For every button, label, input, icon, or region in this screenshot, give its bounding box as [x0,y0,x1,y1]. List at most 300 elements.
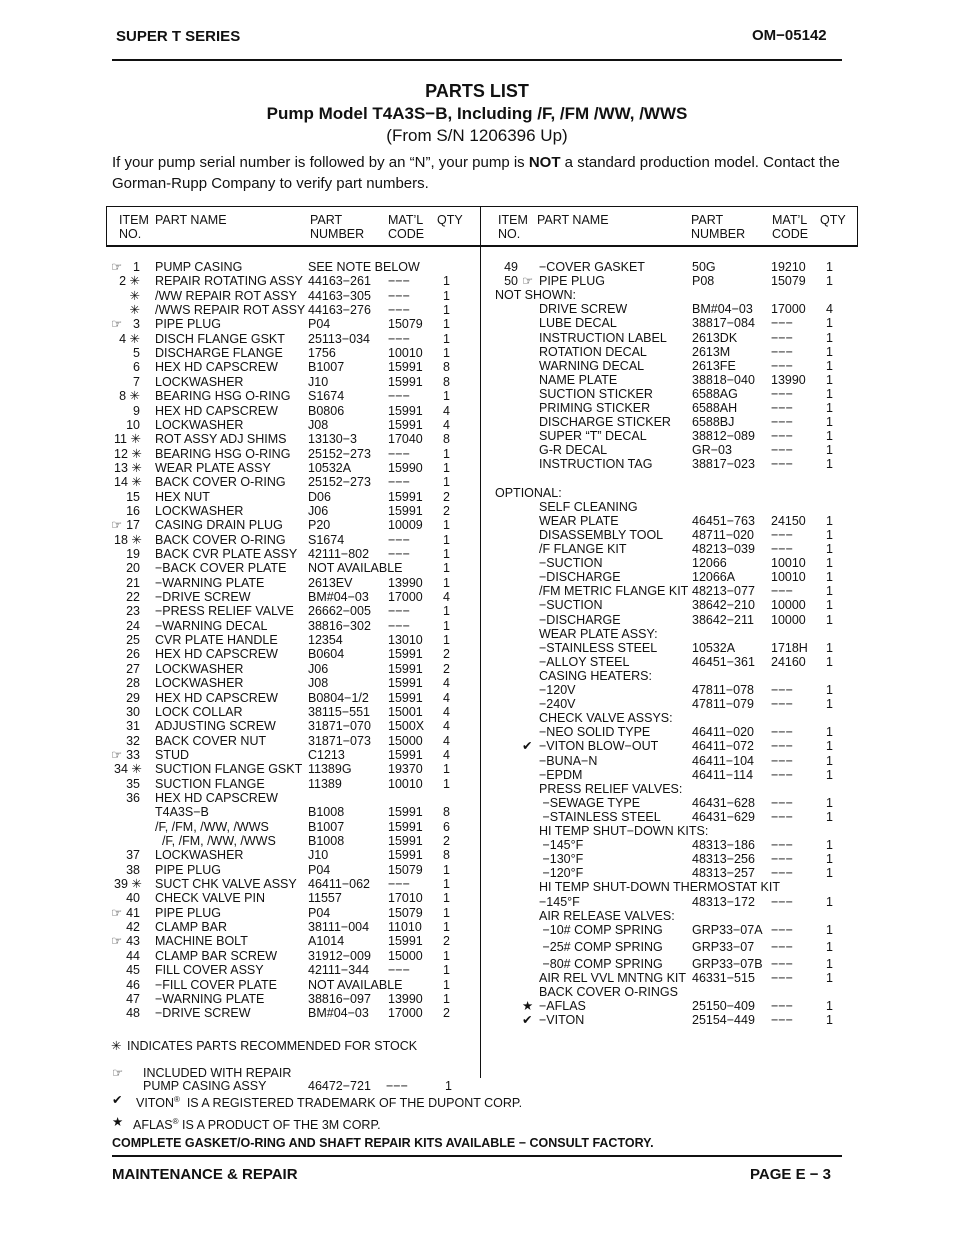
part-number: BM#04−03 [692,302,753,317]
part-number: 38115−551 [308,704,370,719]
aflas-registered: ® [172,1117,179,1126]
part-number: B1008 [308,834,345,848]
quantity: 1 [443,331,450,346]
part-name: BACK COVER O-RINGS [539,985,678,1000]
quantity: 1 [443,575,450,590]
viton-note [136,1093,522,1110]
aflas-mark-icon: ★ [112,1115,124,1129]
part-number: 38812−089 [692,429,755,444]
material-code: 10010 [388,346,423,361]
part-number: B0804−1/2 [308,690,369,705]
part-number: 6588AG [692,386,738,401]
quantity: 1 [443,977,450,992]
part-name: CLAMP BAR [155,920,228,935]
part-number: SEE NOTE BELOW [308,260,420,274]
quantity: 4 [443,676,450,691]
material-code: −−− [771,739,793,754]
part-name: WEAR PLATE [539,513,619,528]
material-code: 15991 [388,403,423,418]
part-number: 46431−628 [692,795,755,810]
part-name: −120°F [539,866,584,881]
part-name: LOCKWASHER [155,676,244,691]
quantity: 8 [443,374,450,389]
material-code: 15991 [388,647,423,662]
viton-mark-icon: ✔ [112,1093,123,1107]
quantity: 2 [443,834,450,848]
quantity: 1 [826,683,833,697]
material-code: −−− [771,753,793,768]
part-name: /WWS REPAIR ROT ASSY [155,303,306,318]
item-number: ✳ [129,303,140,318]
part-number: 48213−077 [692,584,755,599]
material-code: 15991 [388,805,423,820]
part-name: STUD [155,747,190,762]
part-number: 38816−302 [308,618,371,633]
repair-note-qty: 1 [445,1079,452,1093]
part-name: OPTIONAL: [495,485,562,500]
part-name: BACK COVER O-RING [155,475,286,490]
quantity: 1 [826,344,833,359]
item-number: 7 [133,374,140,389]
material-code: −−− [771,542,793,556]
quantity: 1 [443,317,450,332]
material-code: 10010 [388,776,423,791]
quantity: 4 [443,747,450,762]
item-number: 30 [126,704,140,719]
item-number: 4 ✳ [119,331,140,346]
material-code: −−− [771,838,793,853]
quantity: 1 [443,905,450,920]
part-name: CASING DRAIN PLUG [155,518,283,533]
part-number: 46411−062 [308,877,370,892]
material-code: 15991 [388,374,423,389]
part-number: 44163−305 [308,288,371,303]
quantity: 1 [826,260,833,274]
part-name: PIPE PLUG [539,274,605,289]
quantity: 1 [443,920,450,935]
item-number: 37 [126,848,140,863]
material-code: 10000 [771,612,806,627]
quantity: 1 [826,753,833,768]
part-number: J08 [308,676,329,691]
part-name: /F FLANGE KIT [539,542,627,556]
part-name: SELF CLEANING [539,499,638,514]
viton-note-text: IS A REGISTERED TRADEMARK OF THE DUPONT CORP. [179,1096,523,1111]
part-name: PIPE PLUG [155,905,221,920]
part-name: HEX HD CAPSCREW [155,690,278,705]
part-name: CHECK VALVE ASSYS: [539,711,673,726]
item-number: 22 [126,590,140,605]
material-code: 17000 [388,590,423,605]
material-code: 15000 [388,948,423,963]
part-name: DISASSEMBLY TOOL [539,527,664,542]
quantity: 1 [826,852,833,867]
material-code: −−− [771,683,793,697]
material-code: 17000 [388,1006,423,1021]
part-number: 48313−257 [692,866,755,881]
quantity: 1 [443,518,450,533]
quantity: 1 [826,956,833,971]
part-name: DISCH FLANGE GSKT [155,331,285,346]
part-number: A1014 [308,934,345,949]
item-marker-icon: ☞ [111,260,123,274]
quantity: 1 [443,475,450,490]
part-name: BEARING HSG O-RING [155,389,291,404]
part-number: 47811−078 [692,683,754,697]
part-name: HEX HD CAPSCREW [155,360,278,375]
part-number: S1674 [308,389,345,404]
part-name: −STAINLESS STEEL [539,809,661,824]
quantity: 1 [826,415,833,430]
material-code: −−− [771,358,793,373]
material-code: 13990 [771,372,806,387]
item-number: 46 [126,977,140,992]
part-name: −WARNING PLATE [155,991,265,1006]
material-code: −−− [388,303,410,318]
item-marker-icon: ☞ [111,747,123,762]
quantity: 1 [443,303,450,318]
material-code: −−− [771,999,793,1014]
quantity: 1 [826,795,833,810]
document-number: OM−05142 [752,27,827,44]
part-name: −WARNING PLATE [155,575,265,590]
aflas-name: AFLAS [133,1118,173,1133]
part-number: 13130−3 [308,432,358,447]
part-number: B0806 [308,403,345,418]
item-number: 38 [126,862,140,877]
quantity: 1 [826,358,833,373]
material-code: 15079 [771,274,806,289]
quantity: 1 [443,991,450,1006]
quantity: 1 [826,697,833,712]
item-number: 12 ✳ [114,446,142,461]
item-number: 49 [504,260,518,274]
item-marker-icon: ✔ [522,1013,533,1028]
part-name: −120V [539,683,576,697]
quantity: 1 [443,633,450,648]
part-number: GRP33−07A [692,922,763,937]
part-number: GRP33−07 [692,939,755,954]
material-code: −−− [771,316,793,331]
repair-mark-icon: ☞ [112,1066,124,1080]
quantity: 2 [443,647,450,662]
quantity: 1 [826,401,833,415]
material-code: −−− [771,894,793,909]
part-number: 38817−084 [692,316,755,331]
part-number: 46431−629 [692,809,755,824]
part-name: SUPER “T” DECAL [539,429,647,444]
part-number: 48313−186 [692,838,755,853]
item-marker-icon: ★ [522,999,534,1014]
part-number: 2613M [692,344,731,359]
part-number: 25152−273 [308,446,371,461]
part-name: −130°F [539,852,584,867]
part-name: LOCK COLLAR [155,704,243,719]
part-name: CASING HEATERS: [539,668,652,683]
part-name: FILL COVER ASSY [155,963,264,978]
part-name: −SUCTION [539,598,603,613]
item-number: 10 [126,417,140,432]
item-number: 47 [126,991,140,1006]
quantity: 1 [826,838,833,853]
part-number: 31871−070 [308,719,371,734]
item-number: 26 [126,647,140,662]
part-number: 38816−097 [308,991,371,1006]
quantity: 1 [443,604,450,619]
quantity: 4 [443,417,450,432]
part-name: HI TEMP SHUT−DOWN KITS: [539,824,709,838]
material-code: 15079 [388,905,423,920]
part-name: ADJUSTING SCREW [155,719,276,734]
part-number: BM#04−03 [308,590,369,605]
part-number: B1007 [308,360,345,375]
part-name: BACK COVER NUT [155,733,267,748]
item-number: 14 ✳ [114,475,142,490]
stock-mark-icon: ✳ [111,1039,122,1053]
item-number: 8 ✳ [119,389,140,404]
part-name: BACK COVER O-RING [155,532,286,547]
part-number: 25152−273 [308,475,371,490]
part-name: LOCKWASHER [155,374,244,389]
part-name: INSTRUCTION LABEL [539,330,667,345]
part-number: 2613FE [692,358,736,373]
material-code: −−− [388,274,410,289]
material-code: −−− [771,1013,793,1028]
part-name: −240V [539,697,576,712]
part-number: 46451−361 [692,654,755,669]
part-name: −SUCTION [539,556,603,571]
part-number: B1007 [308,819,345,834]
quantity: 1 [826,330,833,345]
material-code: −−− [771,795,793,810]
col-matl-left: MAT’L CODE [388,213,425,241]
material-code: 10010 [771,556,806,571]
material-code: 1718H [771,640,808,655]
section-name: MAINTENANCE & REPAIR [112,1166,298,1183]
material-code: −−− [388,604,410,619]
part-name: LOCKWASHER [155,848,244,863]
material-code: −−− [388,288,410,303]
part-number: 46411−104 [692,753,754,768]
column-divider [480,206,481,1078]
item-number: 44 [126,948,140,963]
material-code: −−− [771,457,793,472]
col-matl-right: MAT’L CODE [772,213,809,241]
item-number: 2 ✳ [119,274,140,289]
part-number: 12354 [308,633,343,648]
quantity: 1 [443,618,450,633]
material-code: 15991 [388,503,423,518]
quantity: 1 [826,739,833,754]
part-number: 2613EV [308,575,353,590]
material-code: 15991 [388,690,423,705]
quantity: 4 [443,690,450,705]
material-code: −−− [771,809,793,824]
quantity: 1 [443,288,450,303]
part-name: LOCKWASHER [155,661,244,676]
material-code: 17000 [771,302,806,317]
quantity: 1 [826,274,833,289]
quantity: 1 [826,654,833,669]
quantity: 1 [826,725,833,740]
part-number: 10532A [692,640,736,655]
item-marker-icon: ☞ [111,905,123,920]
part-name: LOCKWASHER [155,417,244,432]
material-code: −−− [388,331,410,346]
part-name: WARNING DECAL [539,358,645,373]
item-number: 21 [126,575,140,590]
quantity: 4 [443,733,450,748]
part-number: 50G [692,260,716,274]
part-name: −DISCHARGE [539,570,621,585]
item-number: 5 [133,346,140,361]
quantity: 1 [826,570,833,585]
item-number: 45 [126,963,140,978]
part-name: −DRIVE SCREW [155,1006,251,1021]
part-number: 42111−802 [308,547,370,561]
material-code: 15991 [388,819,423,834]
item-number: 42 [126,920,140,935]
repair-note-line2: PUMP CASING ASSY [143,1079,267,1093]
item-number: 24 [126,618,140,633]
item-number: 43 [126,934,140,949]
part-name: /FM METRIC FLANGE KIT [539,584,689,599]
material-code: −−− [771,866,793,881]
item-marker-icon: ☞ [111,518,123,533]
part-number: 31912−009 [308,948,371,963]
part-name: NAME PLATE [539,372,618,387]
quantity: 1 [443,948,450,963]
quantity: 1 [826,767,833,782]
item-number: 32 [126,733,140,748]
quantity: 1 [826,894,833,909]
intro-text-b: a standard production model. Contact the Gorman-Rupp Company to verify part numbers. [112,154,840,192]
col-partname-left: PART NAME [155,213,227,227]
part-name: INSTRUCTION TAG [539,457,653,472]
quantity: 1 [826,527,833,542]
part-name: /F, /FM, /WW, /WWS [155,834,276,848]
col-partnumber-left: PART NUMBER [310,213,365,241]
material-code: 15991 [388,934,423,949]
quantity: 1 [826,939,833,954]
quantity: 1 [443,776,450,791]
col-qty-left: QTY [437,213,463,227]
part-number: 46411−114 [692,767,754,782]
quantity: 1 [443,446,450,461]
part-name: LUBE DECAL [539,316,617,331]
quantity: 1 [826,999,833,1014]
quantity: 1 [826,457,833,472]
part-name: PRESS RELIEF VALVES: [539,781,683,796]
part-name: WEAR PLATE ASSY: [539,626,658,641]
part-name: −10# COMP SPRING [539,922,663,937]
part-name: −80# COMP SPRING [539,956,663,971]
intro-paragraph [112,152,847,194]
item-number: 15 [126,489,140,504]
quantity: 1 [826,556,833,571]
part-name: −EPDM [539,767,583,782]
item-number: 25 [126,633,140,648]
material-code: 15000 [388,733,423,748]
part-name: −AFLAS [539,999,586,1014]
item-number: 34 ✳ [114,762,142,777]
part-number: B0604 [308,647,345,662]
part-number: 44163−276 [308,303,371,318]
part-number: 31871−073 [308,733,371,748]
item-number: 9 [133,403,140,418]
header-rule [112,59,842,61]
material-code: 13990 [388,575,423,590]
material-code: −−− [771,386,793,401]
quantity: 4 [443,704,450,719]
material-code: −−− [771,971,793,985]
intro-text-a: If your pump serial number is followed by an “N”, your pump is [112,154,529,171]
material-code: 17040 [388,432,423,447]
part-number: J10 [308,848,329,863]
part-number: NOT AVAILABLE [308,977,403,992]
material-code: 15001 [388,704,423,719]
aflas-note-text: IS A PRODUCT OF THE 3M CORP. [178,1118,381,1133]
material-code: −−− [388,532,410,547]
part-number: 38642−211 [692,612,754,627]
material-code: 19210 [771,260,806,274]
item-number: 11 ✳ [114,432,141,447]
part-name: DRIVE SCREW [539,302,628,317]
material-code: 15991 [388,661,423,676]
col-item-left: ITEM NO. [119,213,149,241]
part-name: PRIMING STICKER [539,401,651,415]
part-number: GRP33−07B [692,956,763,971]
item-number: 18 ✳ [114,532,142,547]
item-number: 27 [126,661,140,676]
material-code: −−− [771,527,793,542]
material-code: 1500X [388,719,425,734]
part-name: −VITON [539,1013,585,1028]
part-number: C1213 [308,747,345,762]
quantity: 8 [443,848,450,863]
material-code: −−− [388,618,410,633]
material-code: −−− [388,547,410,561]
quantity: 1 [826,971,833,985]
quantity: 1 [826,372,833,387]
item-number: 33 [126,747,140,762]
part-number: 12066 [692,556,727,571]
item-number: 48 [126,1006,140,1021]
part-name: DISCHARGE FLANGE [155,346,283,361]
part-number: P04 [308,905,331,920]
part-name: −145°F [539,894,580,909]
part-name: −145°F [539,838,584,853]
item-number: ✳ [129,288,140,303]
part-number: NOT AVAILABLE [308,561,403,576]
part-number: 48213−039 [692,542,755,556]
quantity: 1 [443,460,450,475]
quantity: 4 [443,590,450,605]
part-name: SUCTION FLANGE [155,776,265,791]
part-name: −NEO SOLID TYPE [539,725,651,740]
intro-bold: NOT [528,154,561,171]
col-qty-right: QTY [820,213,846,227]
quantity: 1 [826,513,833,528]
material-code: 15991 [388,676,423,691]
quantity: 8 [443,805,450,820]
part-number: 46411−072 [692,739,754,754]
part-name: /F, /FM, /WW, /WWS [155,819,269,834]
item-number: 31 [126,719,140,734]
part-number: 11389G [308,762,352,777]
part-name: HEX HD CAPSCREW [155,647,278,662]
part-name: HEX HD CAPSCREW [155,403,278,418]
